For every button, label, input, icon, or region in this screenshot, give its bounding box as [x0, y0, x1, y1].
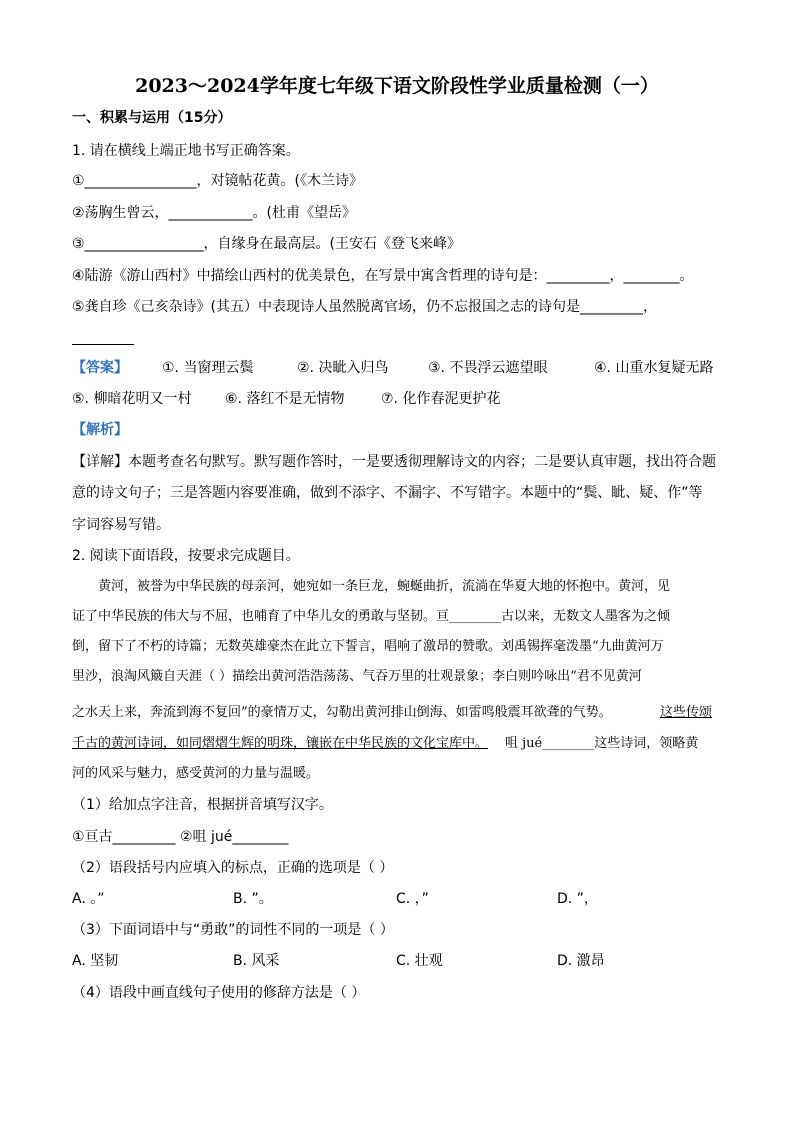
- analysis-line-1: 【详解】本题考查名句默写。默写题作答时，一是要透彻理解诗文的内容；二是要认真审题，找出符合题: [72, 454, 716, 470]
- passage-line-1: 黄河，被誉为中华民族的母亲河，她宛如一条巨龙，蜿蜒曲折，流淌在华夏大地的怀抱中。黄河，见: [98, 579, 671, 594]
- subquestion-4: （4）语段中画直线句子使用的修辞方法是（ ）: [72, 985, 366, 1001]
- option-a: A. 坚韧: [72, 953, 119, 969]
- passage-line-3: 倒，留下了不朽的诗篇；无数英雄豪杰在此立下誓言，唱响了激昂的赞歌。刘禹锡挥毫泼墨“九曲黄河万: [72, 639, 664, 654]
- underlined-sentence-start: 这些传颂: [660, 705, 713, 720]
- answer-tag: 【答案】: [72, 360, 128, 376]
- passage-line-7: 河的风采与魅力，感受黄河的力量与温暖。: [72, 766, 320, 781]
- question-1-line-1: ①________________，对镜帖花黄。(《木兰诗》: [72, 173, 364, 189]
- page-title: 2023～2024学年度七年级下语文阶段性学业质量检测（一）: [135, 75, 659, 97]
- question-1-line-2: ②荡胸生曾云，____________。(杜甫《望岳》: [72, 205, 357, 221]
- option-d: D. ”，: [557, 891, 598, 907]
- passage-line-4: 里沙，浪淘风簸自天涯（ ）描绘出黄河浩浩荡荡、气吞万里的壮观景象；李白则吟咏出“君不见黄河: [72, 669, 642, 684]
- section-heading: 一、积累与运用（15分）: [72, 110, 232, 126]
- question-1-line-3: ③_________________，自缘身在最高层。(王安石《登飞来峰》: [72, 236, 462, 252]
- answer-blank-line: [72, 344, 134, 345]
- option-d: D. 激昂: [557, 953, 605, 969]
- passage-line-6-end: 咀 jué________这些诗词，领略黄: [505, 736, 699, 751]
- underlined-sentence: 千古的黄河诗词，如同熠熠生辉的明珠，镶嵌在中华民族的文化宝库中。: [72, 736, 489, 751]
- option-c: C. ，”: [396, 891, 429, 907]
- answer-item: ⑤. 柳暗花明又一村: [72, 391, 192, 407]
- option-b: B. ”。: [233, 891, 273, 907]
- option-a: A. 。”: [72, 891, 105, 907]
- passage-line-2: 证了中华民族的伟大与不屈，也哺育了中华儿女的勇敢与坚韧。亘________古以来，无数文人墨客为之倾: [72, 609, 671, 624]
- answer-item: ②. 决眦入归鸟: [297, 360, 389, 376]
- question-2-stem: 2. 阅读下面语段，按要求完成题目。: [72, 548, 300, 564]
- option-b: B. 风采: [233, 953, 280, 969]
- option-c: C. 壮观: [396, 953, 443, 969]
- subquestion-2: （2）语段括号内应填入的标点，正确的选项是（ ）: [72, 860, 394, 876]
- subquestion-1: （1）给加点字注音，根据拼音填写汉字。: [72, 797, 333, 813]
- answer-item: ⑥. 落红不是无情物: [225, 391, 345, 407]
- answer-item: ③. 不畏浮云遮望眼: [428, 360, 548, 376]
- analysis-tag: 【解析】: [72, 422, 128, 438]
- passage-line-5: 之水天上来，奔流到海不复回”的豪情万丈，勾勒出黄河排山倒海、如雷鸣般震耳欲聋的气势。: [72, 705, 612, 720]
- analysis-line-3: 字词容易写错。: [72, 517, 170, 533]
- subquestion-3: （3）下面词语中与“勇敢”的词性不同的一项是（ ）: [72, 922, 394, 938]
- answer-item: ⑦. 化作春泥更护花: [381, 391, 501, 407]
- subquestion-1-blanks: ①亘古_________ ②咀 jué________: [72, 829, 289, 845]
- question-1-line-5: ⑤龚自珍《己亥杂诗》(其五）中表现诗人虽然脱离官场，仍不忘报国之志的诗句是_________，: [72, 299, 658, 315]
- answer-item: ①. 当窗理云鬓: [162, 360, 254, 376]
- question-1-line-4: ④陆游《游山西村》中描绘山西村的优美景色，在写景中寓含哲理的诗句是：_________，________。: [72, 268, 694, 284]
- answer-item: ④. 山重水复疑无路: [594, 360, 714, 376]
- question-1-stem: 1. 请在横线上端正地书写正确答案。: [72, 143, 300, 159]
- analysis-line-2: 意的诗文句子；三是答题内容要准确，做到不添字、不漏字、不写错字。本题中的“鬓、眦、疑、作”等: [72, 485, 703, 501]
